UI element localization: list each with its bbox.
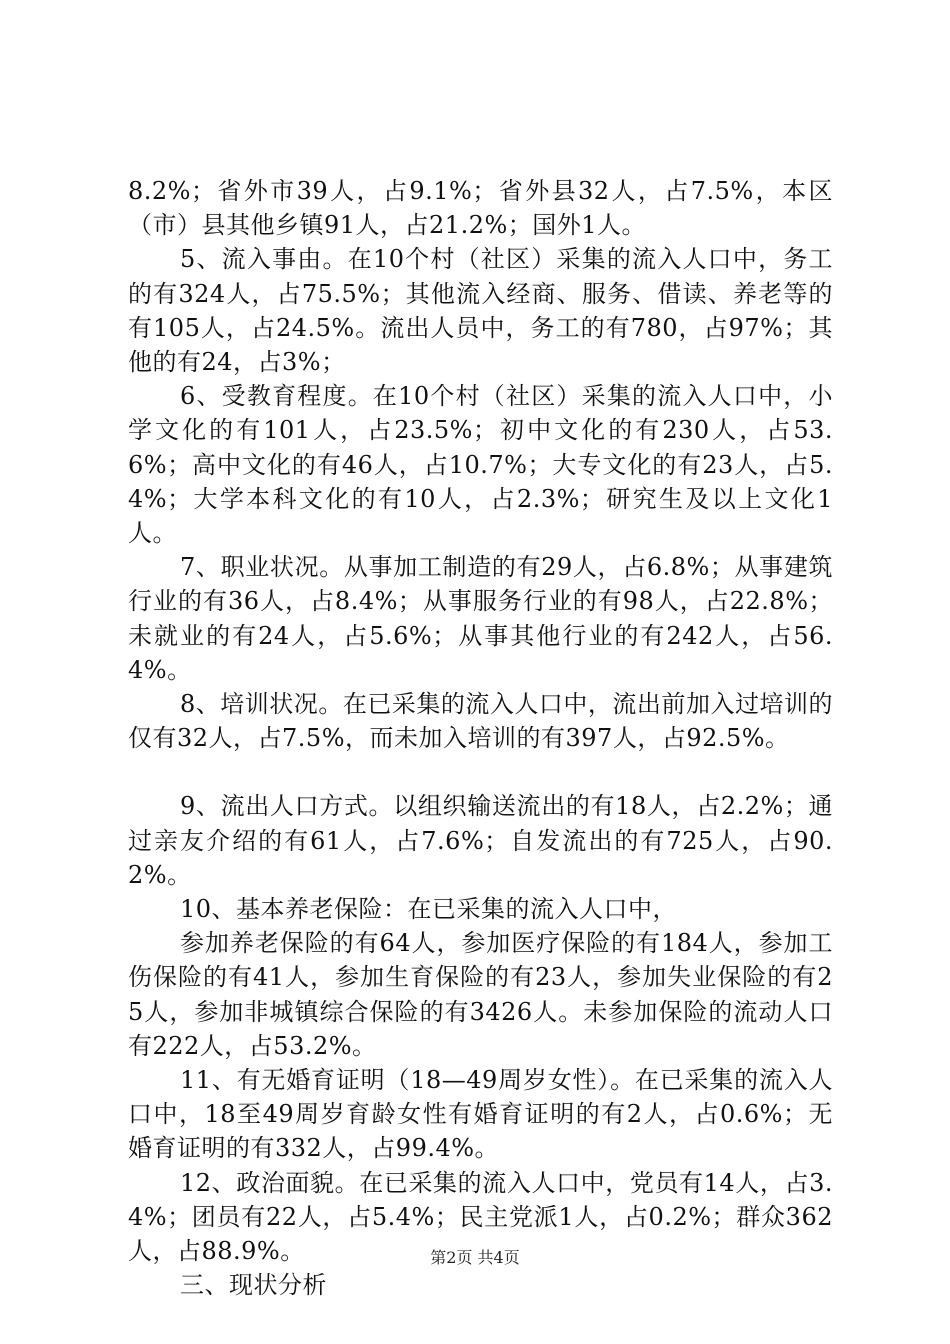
section-heading-analysis: 三、现状分析: [180, 1271, 327, 1300]
paragraph-occupation: 7、职业状况。从事加工制造的有29人，占6.8%；从事建筑行业的有36人，占8.4%；从事服务行业的有98人，占22.8%；未就业的有24人，占5.6%；从事其他行业的有242人，占56.4%。: [128, 553, 833, 684]
paragraph-political-status: 12、政治面貌。在已采集的流入人口中，党员有14人，占3.4%；团员有22人，占5.4%；民主党派1人，占0.2%；群众362人，占88.9%。: [128, 1168, 833, 1266]
paragraph-education-level: 6、受教育程度。在10个村（社区）采集的流入人口中，小学文化的有101人，占23.5%；初中文化的有230人，占53.6%；高中文化的有46人，占10.7%；大专文化的有23人，占5.4%；大学本科文化的有10人，占2.3%；研究生及以上文化1人。: [128, 382, 833, 548]
paragraph-insurance-details: 参加养老保险的有64人，参加医疗保险的有184人，参加工伤保险的有41人，参加生育保险的有23人，参加失业保险的有25人，参加非城镇综合保险的有3426人。未参加保险的流动人口有222人，占53.2%。: [128, 929, 833, 1060]
paragraph-origin-stats: 8.2%；省外市39人，占9.1%；省外县32人，占7.5%，本区（市）县其他乡镇91人，占21.2%；国外1人。: [128, 177, 833, 240]
paragraph-marriage-certificate: 11、有无婚育证明（18—49周岁女性）。在已采集的流入人口中，18至49周岁育龄女性有婚育证明的有2人，占0.6%；无婚育证明的有332人，占99.4%。: [128, 1066, 833, 1163]
document-body: [128, 174, 833, 1303]
paragraph-training: 8、培训状况。在已采集的流入人口中，流出前加入过培训的仅有32人，占7.5%，而未加入培训的有397人，占92.5%。: [128, 690, 833, 753]
page-number-footer: 第2页 共4页: [430, 1248, 520, 1267]
paragraph-outflow-method: 9、流出人口方式。以组织输送流出的有18人，占2.2%；通过亲友介绍的有61人，占7.6%；自发流出的有725人，占90.2%。: [128, 792, 833, 889]
paragraph-spacer: [128, 755, 833, 789]
paragraph-pension-heading: 10、基本养老保险：在已采集的流入人口中，: [180, 895, 678, 924]
paragraph-inflow-reason: 5、流入事由。在10个村（社区）采集的流入人口中，务工的有324人，占75.5%；其他流入经商、服务、借读、养老等的有105人，占24.5%。流出人员中，务工的有780，占97%；其他的有24，占3%；: [128, 245, 833, 377]
